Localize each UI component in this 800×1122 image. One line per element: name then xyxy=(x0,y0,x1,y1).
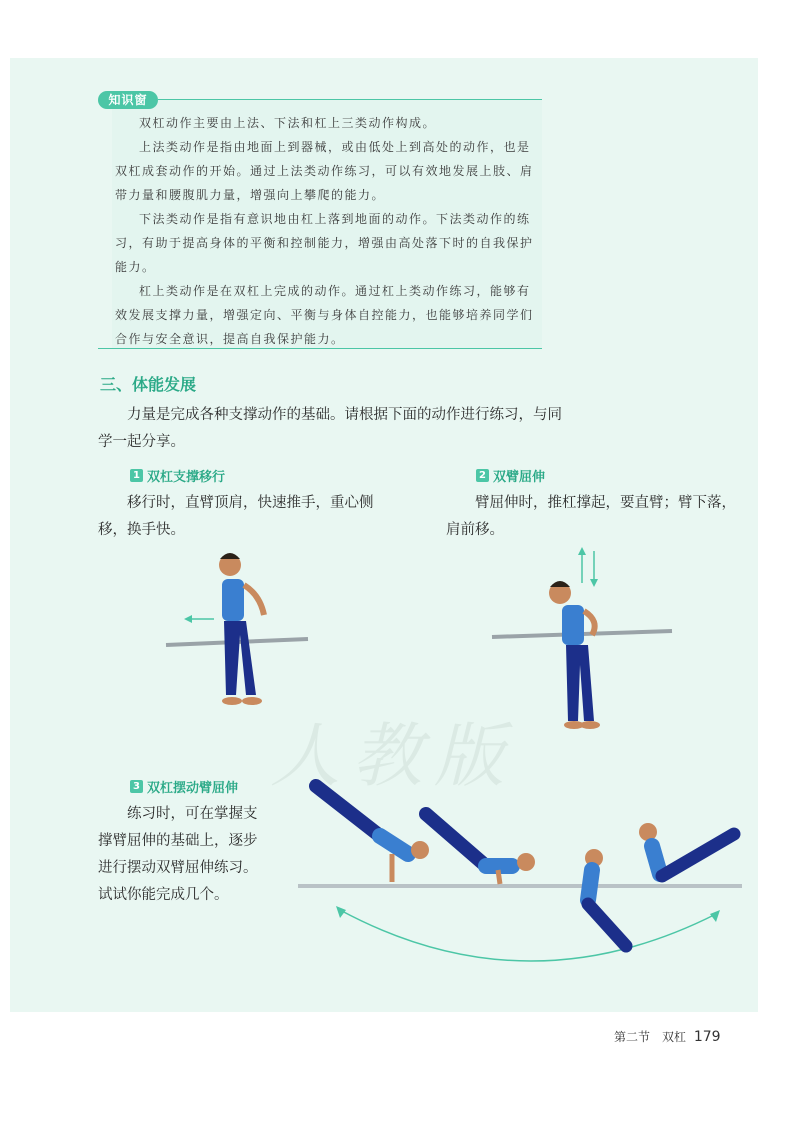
knowledge-paragraph: 上法类动作是指由地面上到器械，或由低处上到高处的动作，也是双杠成套动作的开始。通过上法类动作练习，可以有效地发展上肢、肩带力量和腰腹肌力量，增强向上攀爬的能力。 xyxy=(115,140,534,202)
exercise-text: 臂屈伸时，推杠撑起，要直臂；臂下落，肩前移。 xyxy=(446,495,736,538)
knowledge-top-rule xyxy=(158,99,542,100)
exercise-1-heading xyxy=(130,466,225,485)
arrow-head xyxy=(590,579,598,587)
exercise-2-heading xyxy=(476,466,545,485)
exercise-2-body xyxy=(446,490,736,544)
gymnast-vest xyxy=(222,579,244,621)
dips-illustration xyxy=(488,545,678,735)
arrow-head xyxy=(336,906,346,918)
exercise-3-body xyxy=(98,801,268,909)
number-badge: 2 xyxy=(476,469,489,482)
gymnast-hair xyxy=(220,553,240,559)
arrow-head xyxy=(710,910,720,922)
gymnast-torso xyxy=(652,846,660,874)
exercise-1-body xyxy=(98,490,388,544)
gymnast-head xyxy=(411,841,429,859)
gymnast-foot xyxy=(580,721,600,729)
knowledge-paragraph: 双杠动作主要由上法、下法和杠上三类动作构成。 xyxy=(139,116,437,130)
gymnast-legs xyxy=(662,834,734,876)
knowledge-paragraph: 杠上类动作是在双杠上完成的动作。通过杠上类动作练习，能够有效发展支撑力量，增强定向、平衡与身体自控能力，也能够培养同学们合作与安全意识，提高自我保护能力。 xyxy=(115,284,534,346)
knowledge-paragraph: 下法类动作是指有意识地由杠上落到地面的动作。下法类动作的练习，有助于提高身体的平衡和控制能力，增强由高处落下时的自我保护能力。 xyxy=(115,212,534,274)
section-intro xyxy=(98,402,568,456)
gymnast-foot xyxy=(222,697,242,705)
intro-text: 力量是完成各种支撑动作的基础。请根据下面的动作进行练习，与同学一起分享。 xyxy=(98,407,562,450)
exercise-title: 双杠支撑移行 xyxy=(147,470,226,485)
number-badge: 3 xyxy=(130,780,143,793)
gymnast-torso xyxy=(380,836,408,854)
gymnast-foot xyxy=(242,697,262,705)
swing-dips-illustration xyxy=(296,770,746,980)
watermark: 人教版 xyxy=(270,715,516,797)
gymnast-arm xyxy=(244,585,264,615)
arrow-head xyxy=(578,547,586,555)
support-walk-illustration xyxy=(160,545,320,725)
swing-arc xyxy=(340,910,716,961)
gymnast-pants xyxy=(224,621,256,695)
gymnast-hair xyxy=(550,581,570,587)
gymnast-vest xyxy=(562,605,584,645)
gymnast-torso xyxy=(588,870,592,900)
exercise-3-heading xyxy=(130,777,238,796)
arrow-head xyxy=(184,615,192,623)
exercise-title: 双臂屈伸 xyxy=(493,470,546,485)
gymnast-head xyxy=(517,853,535,871)
page-footer xyxy=(614,1028,721,1045)
section-title: 三、体能发展 xyxy=(100,375,197,394)
gymnast-legs xyxy=(316,786,380,836)
exercise-text: 移行时，直臂顶肩，快速推手，重心侧移，换手快。 xyxy=(98,495,374,538)
exercise-text: 练习时，可在掌握支撑臂屈伸的基础上，逐步进行摆动双臂屈伸练习。试试你能完成几个。 xyxy=(98,806,258,903)
page-number: 179 xyxy=(693,1029,721,1045)
gymnast-pants xyxy=(566,645,594,721)
gymnast-arm xyxy=(584,611,595,635)
gymnast-legs xyxy=(588,904,626,946)
gymnast-arm xyxy=(498,870,500,884)
number-badge: 1 xyxy=(130,469,143,482)
footer-section: 第二节 双杠 xyxy=(614,1030,687,1044)
knowledge-badge: 知识窗 xyxy=(98,91,158,109)
exercise-title: 双杠摆动臂屈伸 xyxy=(147,781,239,796)
knowledge-text xyxy=(115,111,535,351)
gymnast-legs xyxy=(426,814,486,866)
gymnast-head xyxy=(639,823,657,841)
